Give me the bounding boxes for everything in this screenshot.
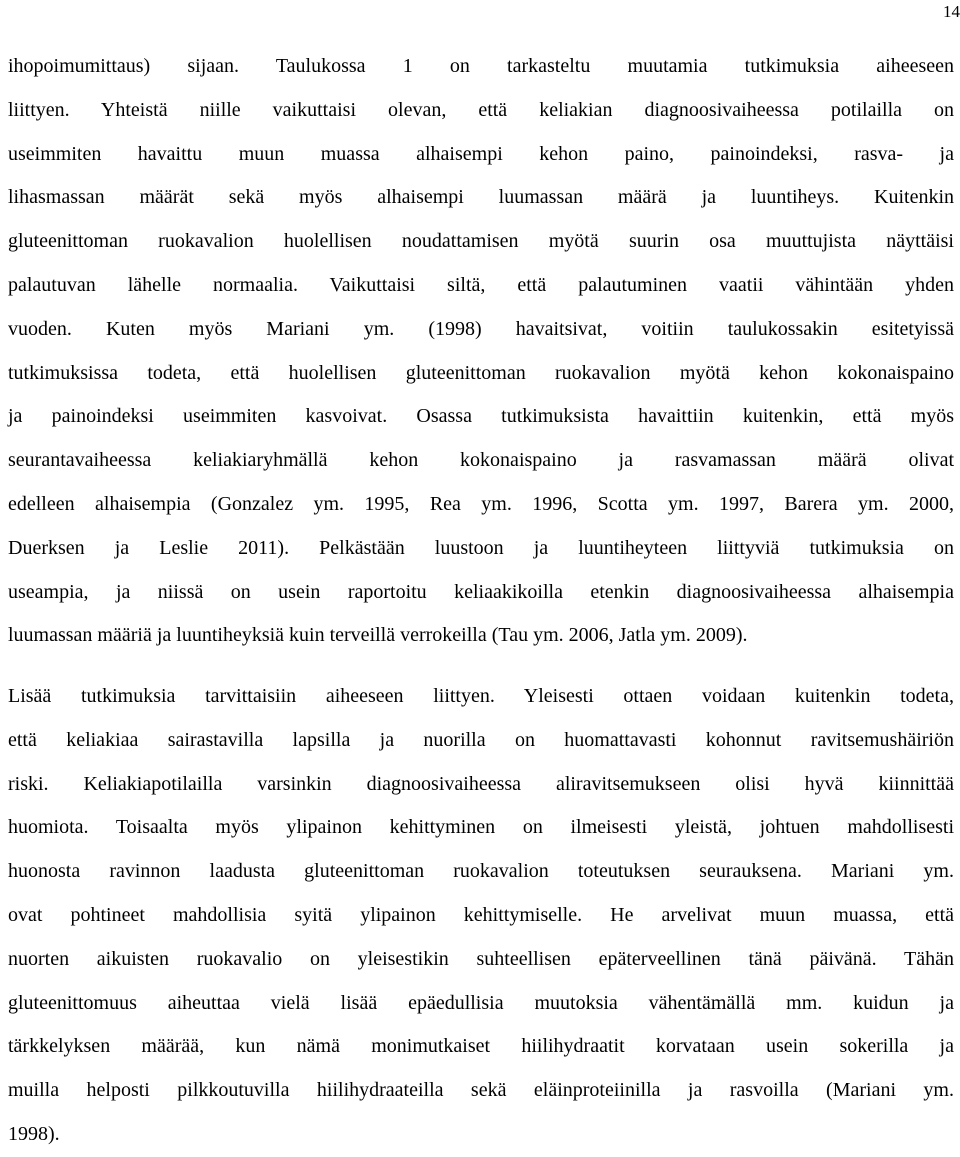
text-line: gluteenittoman ruokavalion huolellisen noudattamisen myötä suurin osa muuttujista näyttäisi <box>8 230 954 253</box>
text-line: Lisää tutkimuksia tarvittaisiin aiheeseen liittyen. Yleisesti ottaen voidaan kuitenkin todeta, <box>8 685 954 707</box>
text-line: gluteenittomuus aiheuttaa vielä lisää epäedullisia muutoksia vähentämällä mm. kuidun ja <box>8 991 954 1014</box>
text-line: Duerksen ja Leslie 2011). Pelkästään luustoon ja luuntiheyteen liittyviä tutkimuksia on <box>8 536 954 559</box>
text-line: palautuvan lähelle normaalia. Vaikuttaisi siltä, että palautuminen vaatii vähintään yhden <box>8 273 954 296</box>
page-number: 14 <box>943 2 960 21</box>
text-line: useampia, ja niissä on usein raportoitu keliaakikoilla etenkin diagnoosivaiheessa alhaisempia <box>8 580 954 603</box>
text-line: tutkimuksissa todeta, että huolellisen gluteenittoman ruokavalion myötä kehon kokonaispaino <box>8 361 954 384</box>
text-line: ihopoimumittaus) sijaan. Taulukossa 1 on tarkasteltu muutamia tutkimuksia aiheeseen <box>8 55 954 77</box>
text-line: muilla helposti pilkkoutuvilla hiilihydraateilla sekä eläinproteiinilla ja rasvoilla (Mariani ym. <box>8 1079 954 1102</box>
text-line: huomiota. Toisaalta myös ylipainon kehittyminen on ilmeisesti yleistä, johtuen mahdollisesti <box>8 816 954 839</box>
text-line: seurantavaiheessa keliakiaryhmällä kehon kokonaispaino ja rasvamassan määrä olivat <box>8 449 954 472</box>
text-line: lihasmassan määrät sekä myös alhaisempi luumassan määrä ja luuntiheys. Kuitenkin <box>8 186 954 209</box>
text-line: 1998). <box>8 1122 60 1145</box>
text-line: ja painoindeksi useimmiten kasvoivat. Osassa tutkimuksista havaittiin kuitenkin, että myös <box>8 405 954 428</box>
text-line: useimmiten havaittu muun muassa alhaisempi kehon paino, painoindeksi, rasva- ja <box>8 142 954 165</box>
text-line: luumassan määriä ja luuntiheyksiä kuin terveillä verrokeilla (Tau ym. 2006, Jatla ym. 2009). <box>8 624 748 647</box>
text-line: tärkkelyksen määrää, kun nämä monimutkaiset hiilihydraatit korvataan usein sokerilla ja <box>8 1035 954 1058</box>
text-line: ovat pohtineet mahdollisia syitä ylipainon kehittymiselle. He arvelivat muun muassa, että <box>8 903 954 926</box>
text-line: että keliakiaa sairastavilla lapsilla ja nuorilla on huomattavasti kohonnut ravitsemushäiriön <box>8 728 954 751</box>
paragraph-nutrition-risk <box>8 675 954 1157</box>
text-line: vuoden. Kuten myös Mariani ym. (1998) havaitsivat, voitiin taulukossakin esitetyissä <box>8 317 954 340</box>
text-line: huonosta ravinnon laadusta gluteenittoman ruokavalion toteutuksen seurauksena. Mariani ym. <box>8 860 954 883</box>
paragraph-body-composition <box>8 45 954 658</box>
text-line: liittyen. Yhteistä niille vaikuttaisi olevan, että keliakian diagnoosivaiheessa potilailla on <box>8 98 954 121</box>
text-line: nuorten aikuisten ruokavalio on yleisestikin suhteellisen epäterveellinen tänä päivänä. Tähän <box>8 947 954 970</box>
text-line: riski. Keliakiapotilailla varsinkin diagnoosivaiheessa aliravitsemukseen olisi hyvä kiinnittää <box>8 772 954 795</box>
text-line: edelleen alhaisempia (Gonzalez ym. 1995, Rea ym. 1996, Scotta ym. 1997, Barera ym. 2000, <box>8 492 954 515</box>
